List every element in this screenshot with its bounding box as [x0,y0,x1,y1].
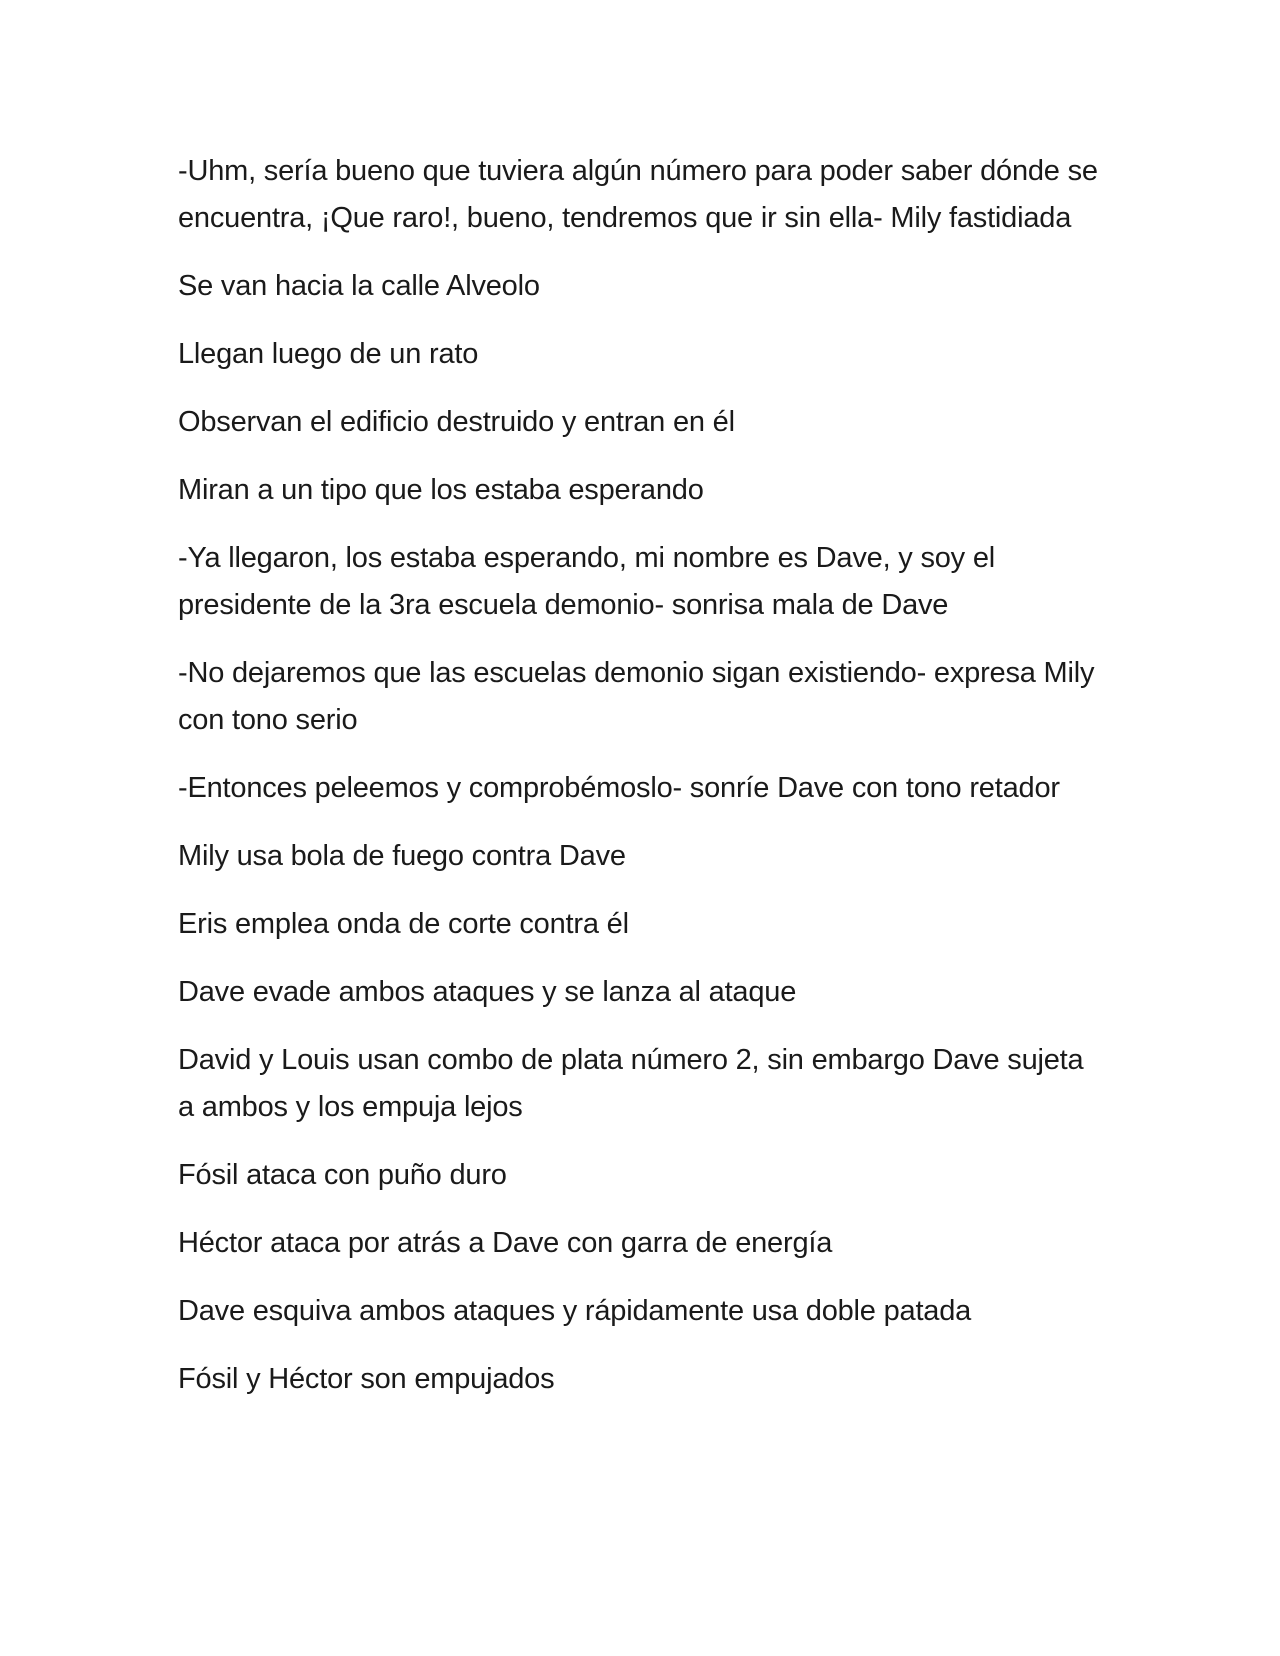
paragraph: Mily usa bola de fuego contra Dave [178,840,626,872]
paragraph: Héctor ataca por atrás a Dave con garra de energía [178,1227,833,1259]
paragraph: Miran a un tipo que los estaba esperando [178,474,704,506]
paragraph: Fósil ataca con puño duro [178,1159,507,1191]
paragraph: Dave evade ambos ataques y se lanza al ataque [178,976,797,1008]
paragraph: Dave esquiva ambos ataques y rápidamente usa doble patada [178,1295,972,1327]
paragraph: -Ya llegaron, los estaba esperando, mi nombre es Dave, y soy el presidente de la 3ra escuela demonio- sonrisa mala de Dave [178,542,996,621]
paragraph: Llegan luego de un rato [178,338,479,370]
paragraph: Eris emplea onda de corte contra él [178,908,629,940]
document-body [178,148,1098,1424]
paragraph: -Entonces peleemos y comprobémoslo- sonríe Dave con tono retador [178,772,1060,804]
paragraph: -Uhm, sería bueno que tuviera algún número para poder saber dónde se encuentra, ¡Que raro!, bueno, tendremos que ir sin ella- Mily fastidiada [178,155,1098,234]
paragraph: -No dejaremos que las escuelas demonio sigan existiendo- expresa Mily con tono serio [178,657,1095,736]
paragraph: Fósil y Héctor son empujados [178,1363,555,1395]
paragraph: David y Louis usan combo de plata número 2, sin embargo Dave sujeta a ambos y los empuja lejos [178,1044,1084,1123]
paragraph: Se van hacia la calle Alveolo [178,270,540,302]
paragraph: Observan el edificio destruido y entran en él [178,406,735,438]
